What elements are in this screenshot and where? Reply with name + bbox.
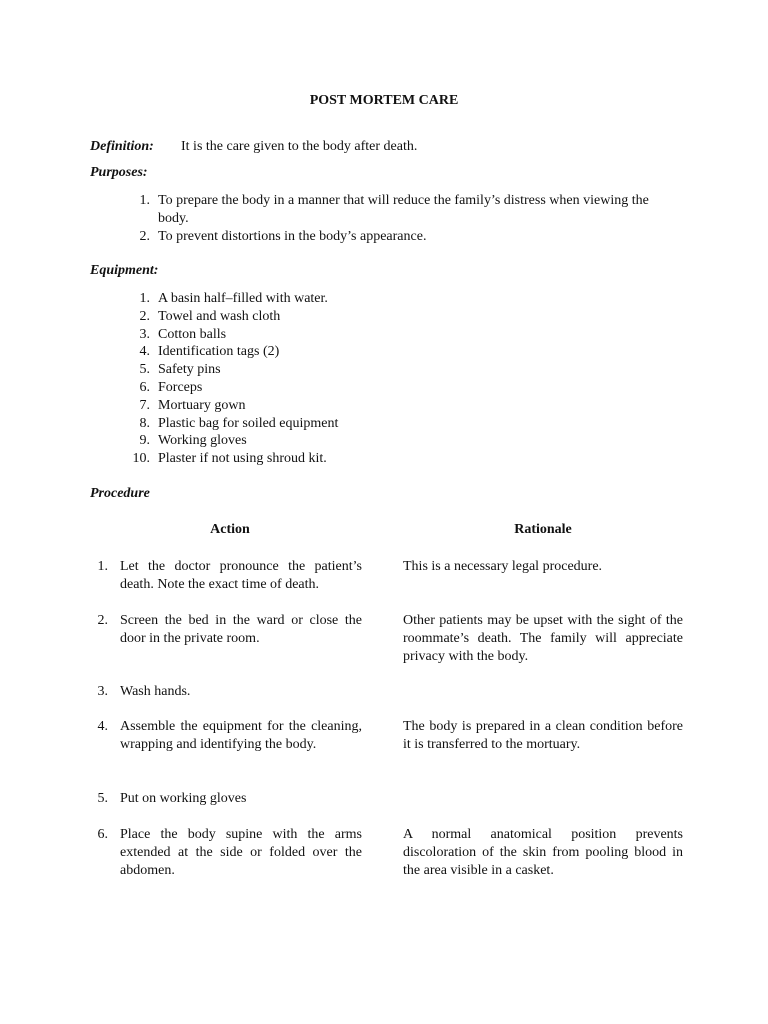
step-number: 1.: [97, 559, 108, 574]
list-item-text: Identification tags (2): [158, 344, 280, 360]
list-item-number: 2.: [139, 308, 150, 324]
list-item: [0, 228, 768, 246]
list-item: [0, 343, 768, 361]
list-item-number: 7.: [139, 397, 150, 413]
list-item-text: Towel and wash cloth: [158, 308, 281, 324]
list-item-number: 6.: [139, 379, 150, 395]
list-item-number: 8.: [139, 415, 150, 431]
step-number: 5.: [97, 791, 108, 806]
step-rationale: This is a necessary legal procedure.: [403, 559, 603, 574]
list-item: [0, 379, 768, 397]
list-item-number: 5.: [139, 362, 150, 378]
list-item: [0, 192, 768, 228]
list-item: [0, 326, 768, 344]
step-action: Put on working gloves: [120, 791, 247, 806]
list-item-text: Working gloves: [158, 433, 247, 449]
list-item-number: 9.: [139, 433, 150, 449]
equipment-label: Equipment:: [90, 263, 159, 278]
step-number: 6.: [97, 827, 108, 842]
list-item-text: To prevent distortions in the body’s appearance.: [158, 228, 427, 244]
list-item-text: To prepare the body in a manner that will reduce the family’s distress when viewing the body.: [158, 193, 649, 226]
list-item: [0, 290, 768, 308]
list-item-number: 1.: [139, 193, 150, 208]
list-item-text: Plastic bag for soiled equipment: [158, 415, 339, 431]
list-item-text: Mortuary gown: [158, 397, 246, 413]
list-item: [0, 432, 768, 450]
step-number: 2.: [97, 613, 108, 628]
equipment-list: [0, 290, 768, 468]
step-action: Wash hands.: [120, 684, 191, 699]
step-rationale: The body is prepared in a clean condition before it is transferred to the mortuary.: [403, 719, 683, 752]
step-action: Assemble the equipment for the cleaning, wrapping and identifying the body.: [120, 719, 362, 752]
step-rationale: A normal anatomical position prevents discoloration of the skin from pooling blood in the area visible in a casket.: [403, 827, 683, 878]
list-item: [0, 361, 768, 379]
action-column-heading: Action: [210, 522, 250, 537]
step-number: 3.: [97, 684, 108, 699]
list-item-text: Plaster if not using shroud kit.: [158, 451, 327, 467]
list-item: [0, 397, 768, 415]
list-item: [0, 308, 768, 326]
definition-label: Definition:: [90, 139, 154, 154]
list-item-text: A basin half–filled with water.: [158, 291, 328, 306]
step-action: Screen the bed in the ward or close the door in the private room.: [120, 613, 362, 646]
definition-text: It is the care given to the body after death.: [181, 139, 418, 154]
step-rationale: Other patients may be upset with the sight of the roommate’s death. The family will appreciate privacy with the body.: [403, 613, 683, 664]
step-action: Place the body supine with the arms extended at the side or folded over the abdomen.: [120, 827, 362, 878]
rationale-column-heading: Rationale: [514, 522, 572, 537]
list-item: [0, 415, 768, 433]
list-item: [0, 450, 768, 468]
page-title: POST MORTEM CARE: [309, 93, 459, 108]
list-item-text: Safety pins: [158, 362, 221, 378]
list-item-text: Forceps: [158, 379, 203, 395]
list-item-text: Cotton balls: [158, 326, 227, 342]
purposes-list: [0, 192, 768, 245]
procedure-label: Procedure: [90, 486, 150, 501]
step-number: 4.: [97, 719, 108, 734]
list-item-number: 4.: [139, 344, 150, 360]
list-item-number: 10.: [132, 451, 150, 467]
list-item-number: 2.: [139, 228, 150, 244]
list-item-number: 1.: [139, 291, 150, 306]
step-action: Let the doctor pronounce the patient’s death. Note the exact time of death.: [120, 559, 362, 592]
purposes-label: Purposes:: [90, 165, 148, 180]
list-item-number: 3.: [139, 326, 150, 342]
